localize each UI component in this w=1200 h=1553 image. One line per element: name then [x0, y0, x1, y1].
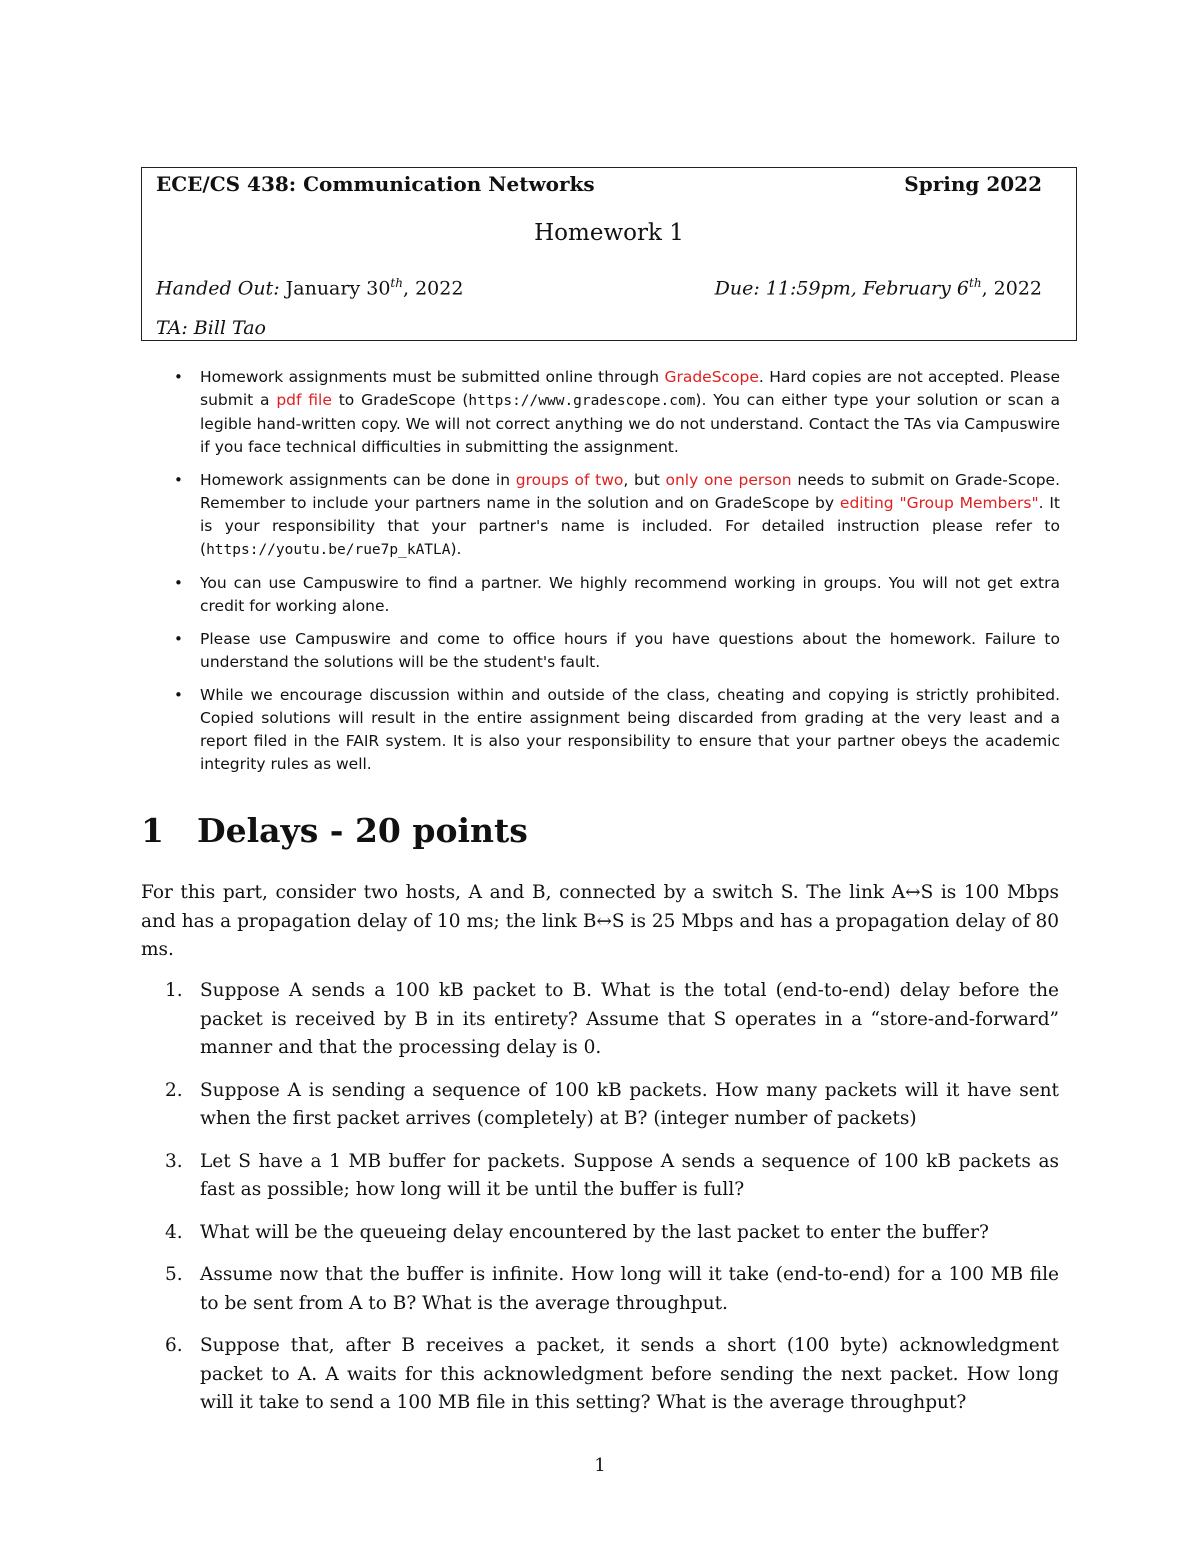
question-text: What will be the queueing delay encountered by the last packet to enter the buffer? [200, 1221, 989, 1243]
question-item [141, 977, 1059, 1063]
question-number: 4. [165, 1221, 183, 1243]
question-item [141, 1219, 1059, 1248]
term: Spring 2022 [904, 172, 1042, 196]
rule-item [170, 366, 1060, 459]
question-text: Suppose that, after B receives a packet, it sends a short (100 byte) acknowledgment packet to A. A waits for this acknowledgment before sending the next packet. How long will it take to send a 100 MB file in this setting? What is the average throughput? [200, 1335, 1059, 1413]
section-intro: For this part, consider two hosts, A and B, connected by a switch S. The link A↔S is 100 Mbps and has a propagation delay of 10 ms; the link B↔S is 25 Mbps and has a propagation delay of 80 ms. [141, 882, 1059, 960]
homework-title: Homework 1 [534, 220, 684, 246]
rule-item: • You can use Campuswire to find a partner. We highly recommend working in groups. You will not get extra credit for working alone. [170, 572, 1060, 618]
question-text: Let S have a 1 MB buffer for packets. Suppose A sends a sequence of 100 kB packets as fast as possible; how long will it be until the buffer is full? [200, 1150, 1059, 1200]
question-number: 5. [165, 1264, 183, 1285]
rule-text: ). [450, 540, 462, 558]
rule-text: Homework assignments can be done in [200, 471, 516, 489]
question-text: Suppose A sends a 100 kB packet to B. What is the total (end-to-end) delay before the packet is received by B in its entirety? Assume that S operates in a “store-and-forward” manner and that the processing delay is 0. [200, 980, 1059, 1058]
question-item [141, 1332, 1059, 1418]
course-title: ECE/CS 438: Communication Networks [156, 172, 595, 196]
handed-out-date-suffix: , 2022 [402, 277, 464, 300]
due-date-prefix: 11:59pm, February 6 [765, 277, 969, 300]
group-members-highlight: editing "Group Members" [839, 494, 1039, 512]
rule-text: . It is your responsibility that your partner's name is included. For detailed instruction please refer to ( [200, 494, 1060, 558]
rule-text: Homework assignments must be submitted online through [200, 368, 665, 386]
groups-of-two-highlight: groups of two [515, 471, 624, 489]
youtube-url[interactable]: https://youtu.be/rue7p_kATLA [206, 542, 451, 558]
section-number: 1 [141, 811, 164, 850]
handed-out-date-prefix: January 30 [285, 277, 391, 300]
rule-text: to GradeScope ( [331, 391, 469, 409]
question-number: 1. [165, 980, 183, 1001]
question-number: 3. [165, 1150, 183, 1172]
gradescope-link[interactable]: GradeScope [664, 368, 759, 386]
question-list [141, 977, 1059, 1432]
rules-list [170, 366, 1060, 786]
question-number: 6. [165, 1335, 183, 1356]
question-number: 2. [165, 1079, 183, 1101]
header-box [141, 167, 1077, 341]
question-item [141, 1261, 1059, 1318]
due-sup: th [969, 276, 982, 290]
question-item [141, 1077, 1059, 1134]
gradescope-url[interactable]: https://www.gradescope.com [468, 393, 696, 409]
section-title: Delays - 20 points [197, 811, 528, 850]
due-date [715, 276, 1042, 299]
rule-item: • While we encourage discussion within and outside of the class, cheating and copying is strictly prohibited. Copied solutions will result in the entire assignment being discarded from grading at the very least and a report filed in the FAIR system. It is also your responsibility to ensure that your partner obeys the academic integrity rules as well. [170, 684, 1060, 776]
one-person-highlight: only one person [665, 471, 792, 489]
section-heading [141, 811, 528, 850]
question-text: Suppose A is sending a sequence of 100 kB packets. How many packets will it have sent when the first packet arrives (completely) at B? (integer number of packets) [200, 1079, 1059, 1129]
ta-name: TA: Bill Tao [156, 317, 266, 339]
rule-text: , but [623, 471, 666, 489]
rule-text: needs to submit on Grade-Scope. Remember to include your partners name in the solution and on GradeScope by [200, 471, 1061, 512]
page-number: 1 [594, 1455, 606, 1476]
handed-out-sup: th [390, 276, 403, 290]
rule-text: ). You can either type your solution or scan a legible hand-written copy. We will not correct anything we do not understand. Contact the TAs via Campuswire if you face technical difficulties in submitting the assignment. [200, 391, 1060, 456]
due-label: Due: [714, 277, 760, 300]
due-date-suffix: , 2022 [981, 277, 1042, 300]
rule-item [170, 469, 1060, 562]
question-item [141, 1148, 1059, 1205]
handed-out-label: Handed Out: [156, 277, 280, 300]
pdf-file-link[interactable]: pdf file [276, 391, 332, 409]
question-text: Assume now that the buffer is infinite. How long will it take (end-to-end) for a 100 MB file to be sent from A to B? What is the average throughput. [200, 1264, 1059, 1314]
handed-out-date [156, 276, 463, 299]
rule-item: • Please use Campuswire and come to office hours if you have questions about the homework. Failure to understand the solutions will be the student's fault. [170, 628, 1060, 674]
rule-text: . Hard copies are not accepted. Please submit a [200, 368, 1060, 409]
